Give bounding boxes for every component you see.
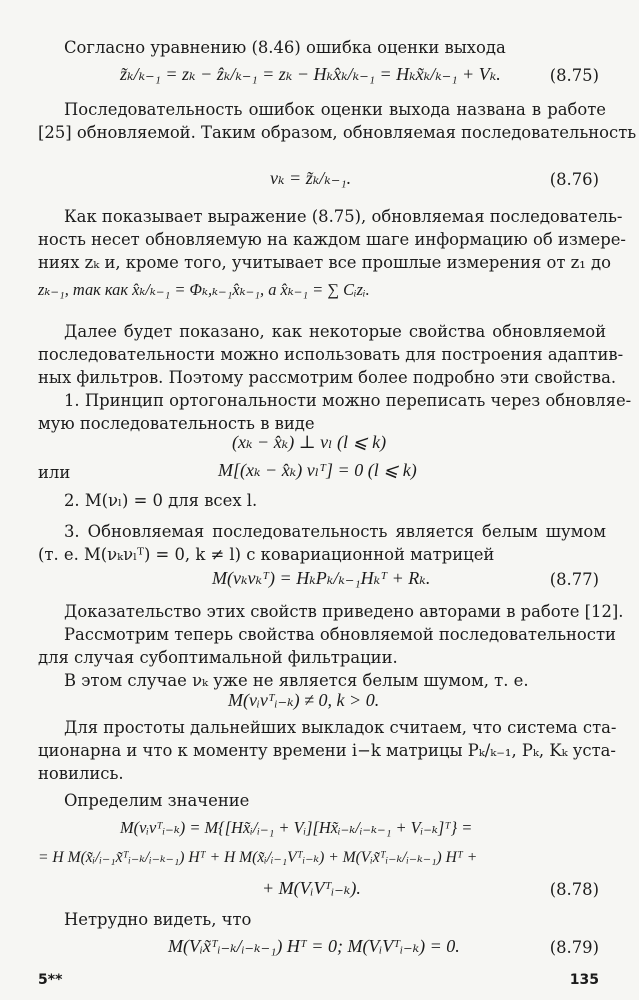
text-line: ных фильтров. Поэтому рассмотрим более подробно эти свойства.: [38, 368, 617, 387]
equation-derivation-3: + M(VᵢVᵀᵢ₋ₖ).: [262, 878, 361, 898]
text-line: Как показывает выражение (8.75), обновляемая последователь-: [64, 207, 623, 226]
page-number: 135: [569, 972, 599, 988]
text-or: или: [38, 463, 71, 482]
text-line: новились.: [38, 764, 124, 783]
text-line: ционарна и что к моменту времени i−k матрицы Pₖ/ₖ₋₁, Pₖ, Kₖ уста-: [38, 741, 616, 760]
equation-orthogonality-expectation: M[(xₖ − x̂ₖ) νₗᵀ] = 0 (l ⩽ k): [218, 460, 417, 480]
equation-innovation: νₖ = z̃ₖ/ₖ₋₁.: [270, 168, 352, 188]
text-line: Для простоты дальнейших выкладок считаем, что система ста-: [64, 718, 617, 737]
text-line: [25] обновляемой. Таким образом, обновляемая последовательность: [38, 123, 637, 142]
text-line: 2. M(νₗ) = 0 для всех l.: [64, 491, 258, 510]
text-line: Последовательность ошибок оценки выхода названа в работе: [64, 100, 606, 119]
text-line: Определим значение: [64, 791, 250, 810]
equation-zero-correlation: M(Vᵢx̃ᵀᵢ₋ₖ/ᵢ₋ₖ₋₁) Hᵀ = 0; M(VᵢVᵀᵢ₋ₖ) = 0.: [168, 936, 460, 956]
equation-orthogonality: (xₖ − x̂ₖ) ⊥ νₗ (l ⩽ k): [232, 432, 387, 452]
text-line: (т. е. M(νₖνₗᵀ) = 0, k ≠ l) с ковариационной матрицей: [38, 545, 495, 564]
equation-number: (8.77): [549, 570, 599, 589]
equation-prediction: zₖ₋₁, так как x̂ₖ/ₖ₋₁ = Φₖ,ₖ₋₁x̂ₖ₋₁, а x̂ₖ₋₁ = ∑ Cᵢzᵢ.: [38, 280, 370, 299]
equation-derivation-1: M(νᵢνᵀᵢ₋ₖ) = M{[Hx̃ᵢ/ᵢ₋₁ + Vᵢ][Hx̃ᵢ₋ₖ/ᵢ₋ₖ₋₁ + Vᵢ₋ₖ]ᵀ} =: [120, 818, 473, 837]
equation-derivation-2: = H M(x̃ᵢ/ᵢ₋₁x̃ᵀᵢ₋ₖ/ᵢ₋ₖ₋₁) Hᵀ + H M(x̃ᵢ/ᵢ₋₁Vᵀᵢ₋ₖ) + M(Vᵢx̃ᵀᵢ₋ₖ/ᵢ₋ₖ₋₁) Hᵀ +: [38, 849, 478, 866]
equation-number: (8.76): [549, 170, 599, 189]
text-line: Согласно уравнению (8.46) ошибка оценки выхода: [64, 38, 506, 57]
text-line: Нетрудно видеть, что: [64, 910, 252, 929]
signature-mark: 5**: [38, 972, 63, 988]
text-line: ность несет обновляемую на каждом шаге информацию об измере-: [38, 230, 626, 249]
text-line: для случая субоптимальной фильтрации.: [38, 648, 398, 667]
text-line: Далее будет показано, как некоторые свойства обновляемой: [64, 322, 606, 341]
text-line: Рассмотрим теперь свойства обновляемой последовательности: [64, 625, 616, 644]
text-line: 1. Принцип ортогональности можно переписать через обновляе-: [64, 391, 632, 410]
text-line: мую последовательность в виде: [38, 414, 315, 433]
equation-number: (8.78): [549, 880, 599, 899]
equation-number: (8.75): [549, 66, 599, 85]
text-line: ниях zₖ и, кроме того, учитывает все прошлые измерения от z₁ до: [38, 253, 612, 272]
text-line: последовательности можно использовать для построения адаптив-: [38, 345, 624, 364]
equation-number: (8.79): [549, 938, 599, 957]
text-line: Доказательство этих свойств приведено авторами в работе [12].: [64, 602, 624, 621]
equation-not-white: M(νᵢνᵀᵢ₋ₖ) ≠ 0, k > 0.: [228, 690, 380, 710]
text-line: В этом случае νₖ уже не является белым шумом, т. е.: [64, 671, 529, 690]
equation-covariance: M(νₖνₖᵀ) = HₖPₖ/ₖ₋₁Hₖᵀ + Rₖ.: [212, 568, 431, 588]
equation-output-error: z̃ₖ/ₖ₋₁ = zₖ − ẑₖ/ₖ₋₁ = zₖ − Hₖx̂ₖ/ₖ₋₁ = Hₖx̃ₖ/ₖ₋₁ + Vₖ.: [120, 64, 501, 84]
text-line: 3. Обновляемая последовательность является белым шумом: [64, 522, 606, 541]
